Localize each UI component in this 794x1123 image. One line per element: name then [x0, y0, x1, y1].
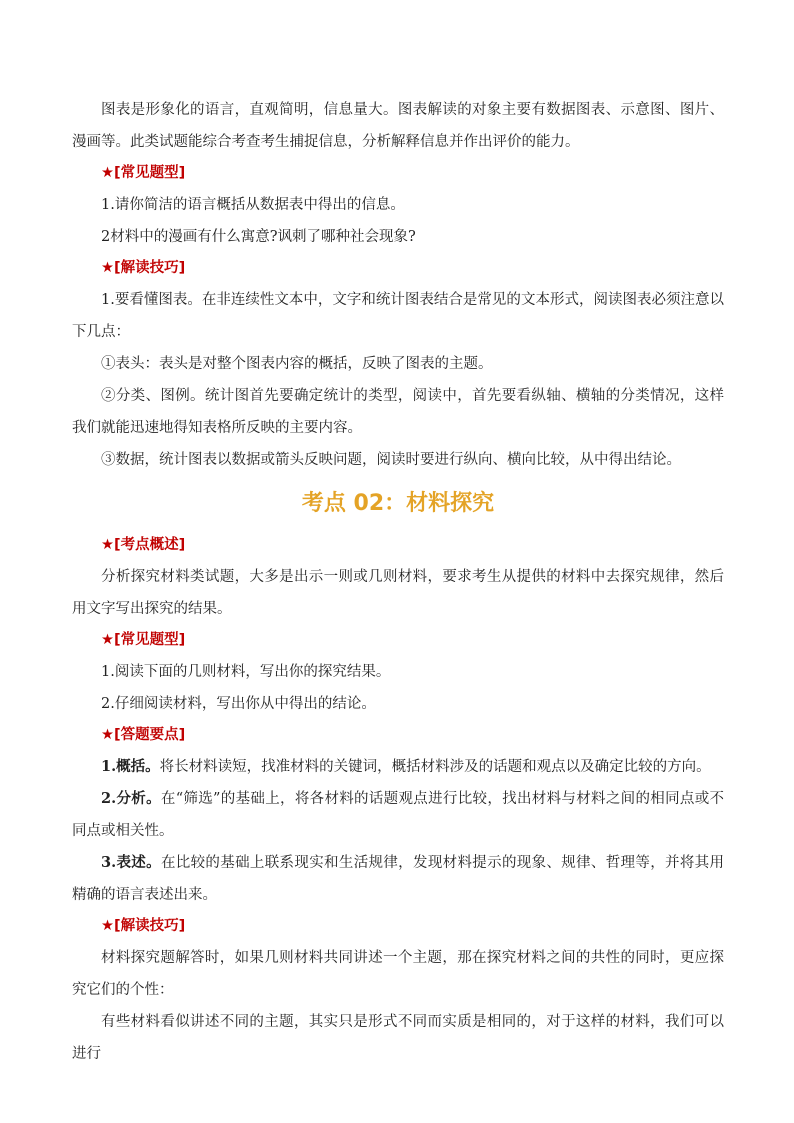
star-icon: ★	[101, 537, 114, 553]
section-heading-reading-skills: ★[解读技巧]	[101, 260, 186, 276]
section-heading-common-types-2: ★[常见题型]	[101, 632, 186, 648]
section-heading-overview: ★[考点概述]	[101, 537, 186, 553]
section-heading-answer-points: ★[答题要点]	[101, 727, 186, 743]
skills-paragraph: 有些材料看似讲述不同的主题，其实只是形式不同而实质是相同的，对于这样的材料，我们可以进行	[72, 1014, 724, 1062]
point-lead: 2.分析。	[101, 790, 161, 807]
list-item: 2材料中的漫画有什么寓意?讽刺了哪种社会现象?	[101, 229, 416, 245]
list-item: 1.阅读下面的几则材料，写出你的探究结果。	[101, 664, 391, 680]
intro-paragraph: 图表是形象化的语言，直观简明，信息量大。图表解读的对象主要有数据图表、示意图、图片、漫画等。此类试题能综合考查考生捕捉信息，分析解释信息并作出评价的能力。	[72, 102, 724, 150]
star-icon: ★	[101, 727, 114, 743]
list-item: 2.仔细阅读材料，写出你从中得出的结论。	[101, 696, 376, 712]
section-heading-common-types: ★[常见题型]	[101, 165, 186, 181]
overview-paragraph: 分析探究材料类试题，大多是出示一则或几则材料，要求考生从提供的材料中去探究规律，然后用文字写出探究的结果。	[72, 569, 724, 617]
list-item: 1.概括。将长材料读短，找准材料的关键词，概括材料涉及的话题和观点以及确定比较的方向。	[101, 758, 711, 775]
point-lead: 1.概括。	[101, 758, 160, 775]
document-content	[72, 94, 724, 1070]
star-icon: ★	[101, 632, 114, 648]
star-icon: ★	[101, 165, 114, 181]
list-item: 3.表述。在比较的基础上联系现实和生活规律，发现材料提示的现象、规律、哲理等，并将其用精确的语言表述出来。	[72, 854, 725, 903]
star-icon: ★	[101, 260, 114, 276]
list-item: ①表头：表头是对整个图表内容的概括，反映了图表的主题。	[101, 356, 493, 372]
list-item: 1.要看懂图表。在非连续性文本中，文字和统计图表结合是常见的文本形式，阅读图表必须注意以下几点：	[72, 292, 724, 340]
list-item: 1.请你简洁的语言概括从数据表中得出的信息。	[101, 197, 405, 213]
list-item: 2.分析。在“筛选”的基础上，将各材料的话题观点进行比较，找出材料与材料之间的相同点或不同点或相关性。	[72, 790, 725, 839]
list-item: ③数据，统计图表以数据或箭头反映问题，阅读时要进行纵向、横向比较，从中得出结论。	[101, 452, 681, 468]
point-lead: 3.表述。	[101, 854, 161, 871]
star-icon: ★	[101, 918, 114, 934]
skills-paragraph: 材料探究题解答时，如果几则材料共同讲述一个主题，那在探究材料之间的共性的同时，更应探究它们的个性：	[72, 950, 724, 998]
list-item: ②分类、图例。统计图首先要确定统计的类型，阅读中，首先要看纵轴、横轴的分类情况，这样我们就能迅速地得知表格所反映的主要内容。	[72, 388, 724, 436]
section-heading-reading-skills-2: ★[解读技巧]	[101, 918, 186, 934]
kaodian-title: 考点 02：材料探究	[301, 491, 495, 516]
